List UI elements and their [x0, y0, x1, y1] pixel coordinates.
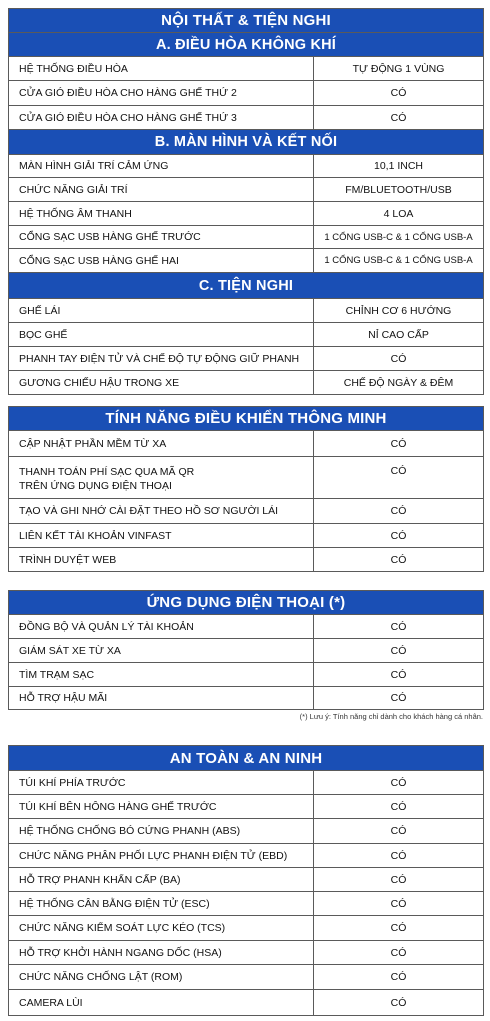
subsection-title-display-connectivity: B. MÀN HÌNH VÀ KẾT NỐI — [9, 130, 483, 155]
row-value: CÓ — [390, 620, 407, 633]
row-value: CÓ — [390, 668, 407, 681]
table-row — [9, 795, 483, 819]
row-value: CÓ — [390, 849, 407, 862]
row-value: TỰ ĐỘNG 1 VÙNG — [352, 62, 445, 75]
row-label: TÚI KHÍ BÊN HÔNG HÀNG GHẾ TRƯỚC — [9, 795, 314, 818]
smart-control-table — [8, 406, 484, 572]
row-value: CHẾ ĐỘ NGÀY & ĐÊM — [343, 376, 454, 389]
table-row — [9, 771, 483, 795]
section-title: AN TOÀN & AN NINH — [9, 746, 483, 771]
row-label: CẬP NHẬT PHẦN MỀM TỪ XA — [9, 431, 314, 456]
row-label-line: THANH TOÁN PHÍ SẠC QUA MÃ QR — [19, 466, 195, 478]
row-value: CÓ — [390, 465, 407, 477]
table-row — [9, 965, 483, 990]
table-row — [9, 892, 483, 916]
row-value: CÓ — [390, 553, 407, 566]
row-value: CÓ — [390, 825, 407, 837]
row-label: CHỨC NĂNG GIẢI TRÍ — [9, 178, 314, 201]
table-row — [9, 499, 483, 524]
table-row — [9, 457, 483, 499]
table-row — [9, 941, 483, 965]
row-value: CÓ — [390, 971, 407, 983]
row-label: ĐỒNG BỘ VÀ QUẢN LÝ TÀI KHOẢN — [9, 615, 314, 638]
row-label: GIÁM SÁT XE TỪ XA — [9, 639, 314, 662]
row-value: CHỈNH CƠ 6 HƯỚNG — [345, 304, 452, 317]
row-value: CÓ — [390, 692, 407, 704]
row-value: CÓ — [390, 873, 407, 886]
row-label: LIÊN KẾT TÀI KHOẢN VINFAST — [9, 524, 314, 547]
subsection-title-comfort: C. TIỆN NGHI — [9, 273, 483, 299]
row-value: CÓ — [390, 996, 407, 1009]
table-row — [9, 226, 483, 249]
table-row — [9, 687, 483, 710]
table-row — [9, 347, 483, 371]
row-label: TÚI KHÍ PHÍA TRƯỚC — [9, 771, 314, 794]
row-label: HỆ THỐNG CÂN BẰNG ĐIỆN TỬ (ESC) — [9, 892, 314, 915]
section-title: NỘI THẤT & TIỆN NGHI — [9, 9, 483, 33]
row-value: CÓ — [390, 437, 407, 450]
row-value: CÓ — [390, 644, 407, 657]
row-value: CÓ — [390, 505, 407, 517]
row-value: 1 CỔNG USB-C & 1 CỔNG USB-A — [324, 231, 473, 243]
table-row — [9, 371, 483, 395]
table-row — [9, 663, 483, 687]
row-label: HỆ THỐNG ÂM THANH — [9, 202, 314, 225]
row-value: CÓ — [390, 111, 407, 124]
row-label — [9, 457, 314, 498]
row-value: CÓ — [390, 352, 407, 365]
row-label: HỆ THỐNG CHỐNG BÓ CỨNG PHANH (ABS) — [9, 819, 314, 843]
row-value: CÓ — [390, 87, 407, 99]
footnote: (*) Lưu ý: Tính năng chỉ dành cho khách hàng cá nhân. — [299, 712, 483, 721]
row-value: CÓ — [390, 897, 407, 910]
row-label: BỌC GHẾ — [9, 323, 314, 346]
table-row — [9, 323, 483, 347]
row-label: GHẾ LÁI — [9, 299, 314, 322]
table-row — [9, 615, 483, 639]
table-row — [9, 916, 483, 941]
row-label-line: TRÊN ỨNG DỤNG ĐIỆN THOẠI — [19, 480, 172, 492]
row-label: CAMERA LÙI — [9, 990, 314, 1015]
table-row — [9, 249, 483, 273]
subsection-title-air-conditioning: A. ĐIỀU HÒA KHÔNG KHÍ — [9, 33, 483, 57]
row-label: PHANH TAY ĐIỆN TỬ VÀ CHẾ ĐỘ TỰ ĐỘNG GIỮ PHANH — [9, 347, 314, 370]
row-label: TẠO VÀ GHI NHỚ CÀI ĐẶT THEO HỒ SƠ NGƯỜI LÁI — [9, 499, 314, 523]
row-value: CÓ — [390, 946, 407, 959]
table-row — [9, 639, 483, 663]
safety-security-table — [8, 745, 484, 1016]
row-value: FM/BLUETOOTH/USB — [345, 183, 452, 196]
row-label: TRÌNH DUYỆT WEB — [9, 548, 314, 571]
row-label: CHỨC NĂNG PHÂN PHỐI LỰC PHANH ĐIỆN TỬ (EBD) — [9, 844, 314, 867]
row-label: HỖ TRỢ HẬU MÃI — [9, 687, 314, 709]
row-label: CHỨC NĂNG KIỂM SOÁT LỰC KÉO (TCS) — [9, 916, 314, 940]
table-row — [9, 299, 483, 323]
table-row — [9, 548, 483, 572]
row-value: 10,1 INCH — [373, 160, 424, 172]
row-label: CỬA GIÓ ĐIỀU HÒA CHO HÀNG GHẾ THỨ 2 — [9, 81, 314, 105]
row-label: GƯƠNG CHIẾU HẬU TRONG XE — [9, 371, 314, 394]
table-row — [9, 178, 483, 202]
table-row — [9, 990, 483, 1016]
table-row — [9, 81, 483, 106]
table-row — [9, 57, 483, 81]
row-label: CỔNG SẠC USB HÀNG GHẾ HAI — [9, 249, 314, 272]
table-row — [9, 868, 483, 892]
table-row — [9, 155, 483, 178]
row-label: CỬA GIÓ ĐIỀU HÒA CHO HÀNG GHẾ THỨ 3 — [9, 106, 314, 129]
row-label: HỖ TRỢ PHANH KHẨN CẤP (BA) — [9, 868, 314, 891]
section-title: ỨNG DỤNG ĐIỆN THOẠI (*) — [9, 591, 483, 615]
interior-comfort-table — [8, 8, 484, 395]
row-value: CÓ — [390, 529, 407, 542]
table-row — [9, 106, 483, 130]
row-value: CÓ — [390, 800, 407, 813]
row-value: NỈ CAO CẤP — [368, 328, 429, 341]
row-value: CÓ — [390, 776, 407, 789]
row-label: HỖ TRỢ KHỞI HÀNH NGANG DỐC (HSA) — [9, 941, 314, 964]
table-row — [9, 844, 483, 868]
row-value: CÓ — [390, 922, 407, 934]
section-title: TÍNH NĂNG ĐIỀU KHIỂN THÔNG MINH — [9, 407, 483, 431]
row-label: TÌM TRẠM SẠC — [9, 663, 314, 686]
mobile-app-table — [8, 590, 484, 710]
row-label: MÀN HÌNH GIẢI TRÍ CẢM ỨNG — [9, 155, 314, 177]
row-label: CHỨC NĂNG CHỐNG LẬT (ROM) — [9, 965, 314, 989]
row-label: CỔNG SẠC USB HÀNG GHẾ TRƯỚC — [9, 226, 314, 248]
table-row — [9, 202, 483, 226]
table-row — [9, 431, 483, 457]
row-label: HỆ THỐNG ĐIỀU HÒA — [9, 57, 314, 80]
table-row — [9, 819, 483, 844]
row-value: 1 CỔNG USB-C & 1 CỔNG USB-A — [324, 255, 473, 266]
table-row — [9, 524, 483, 548]
row-value: 4 LOA — [383, 207, 414, 220]
